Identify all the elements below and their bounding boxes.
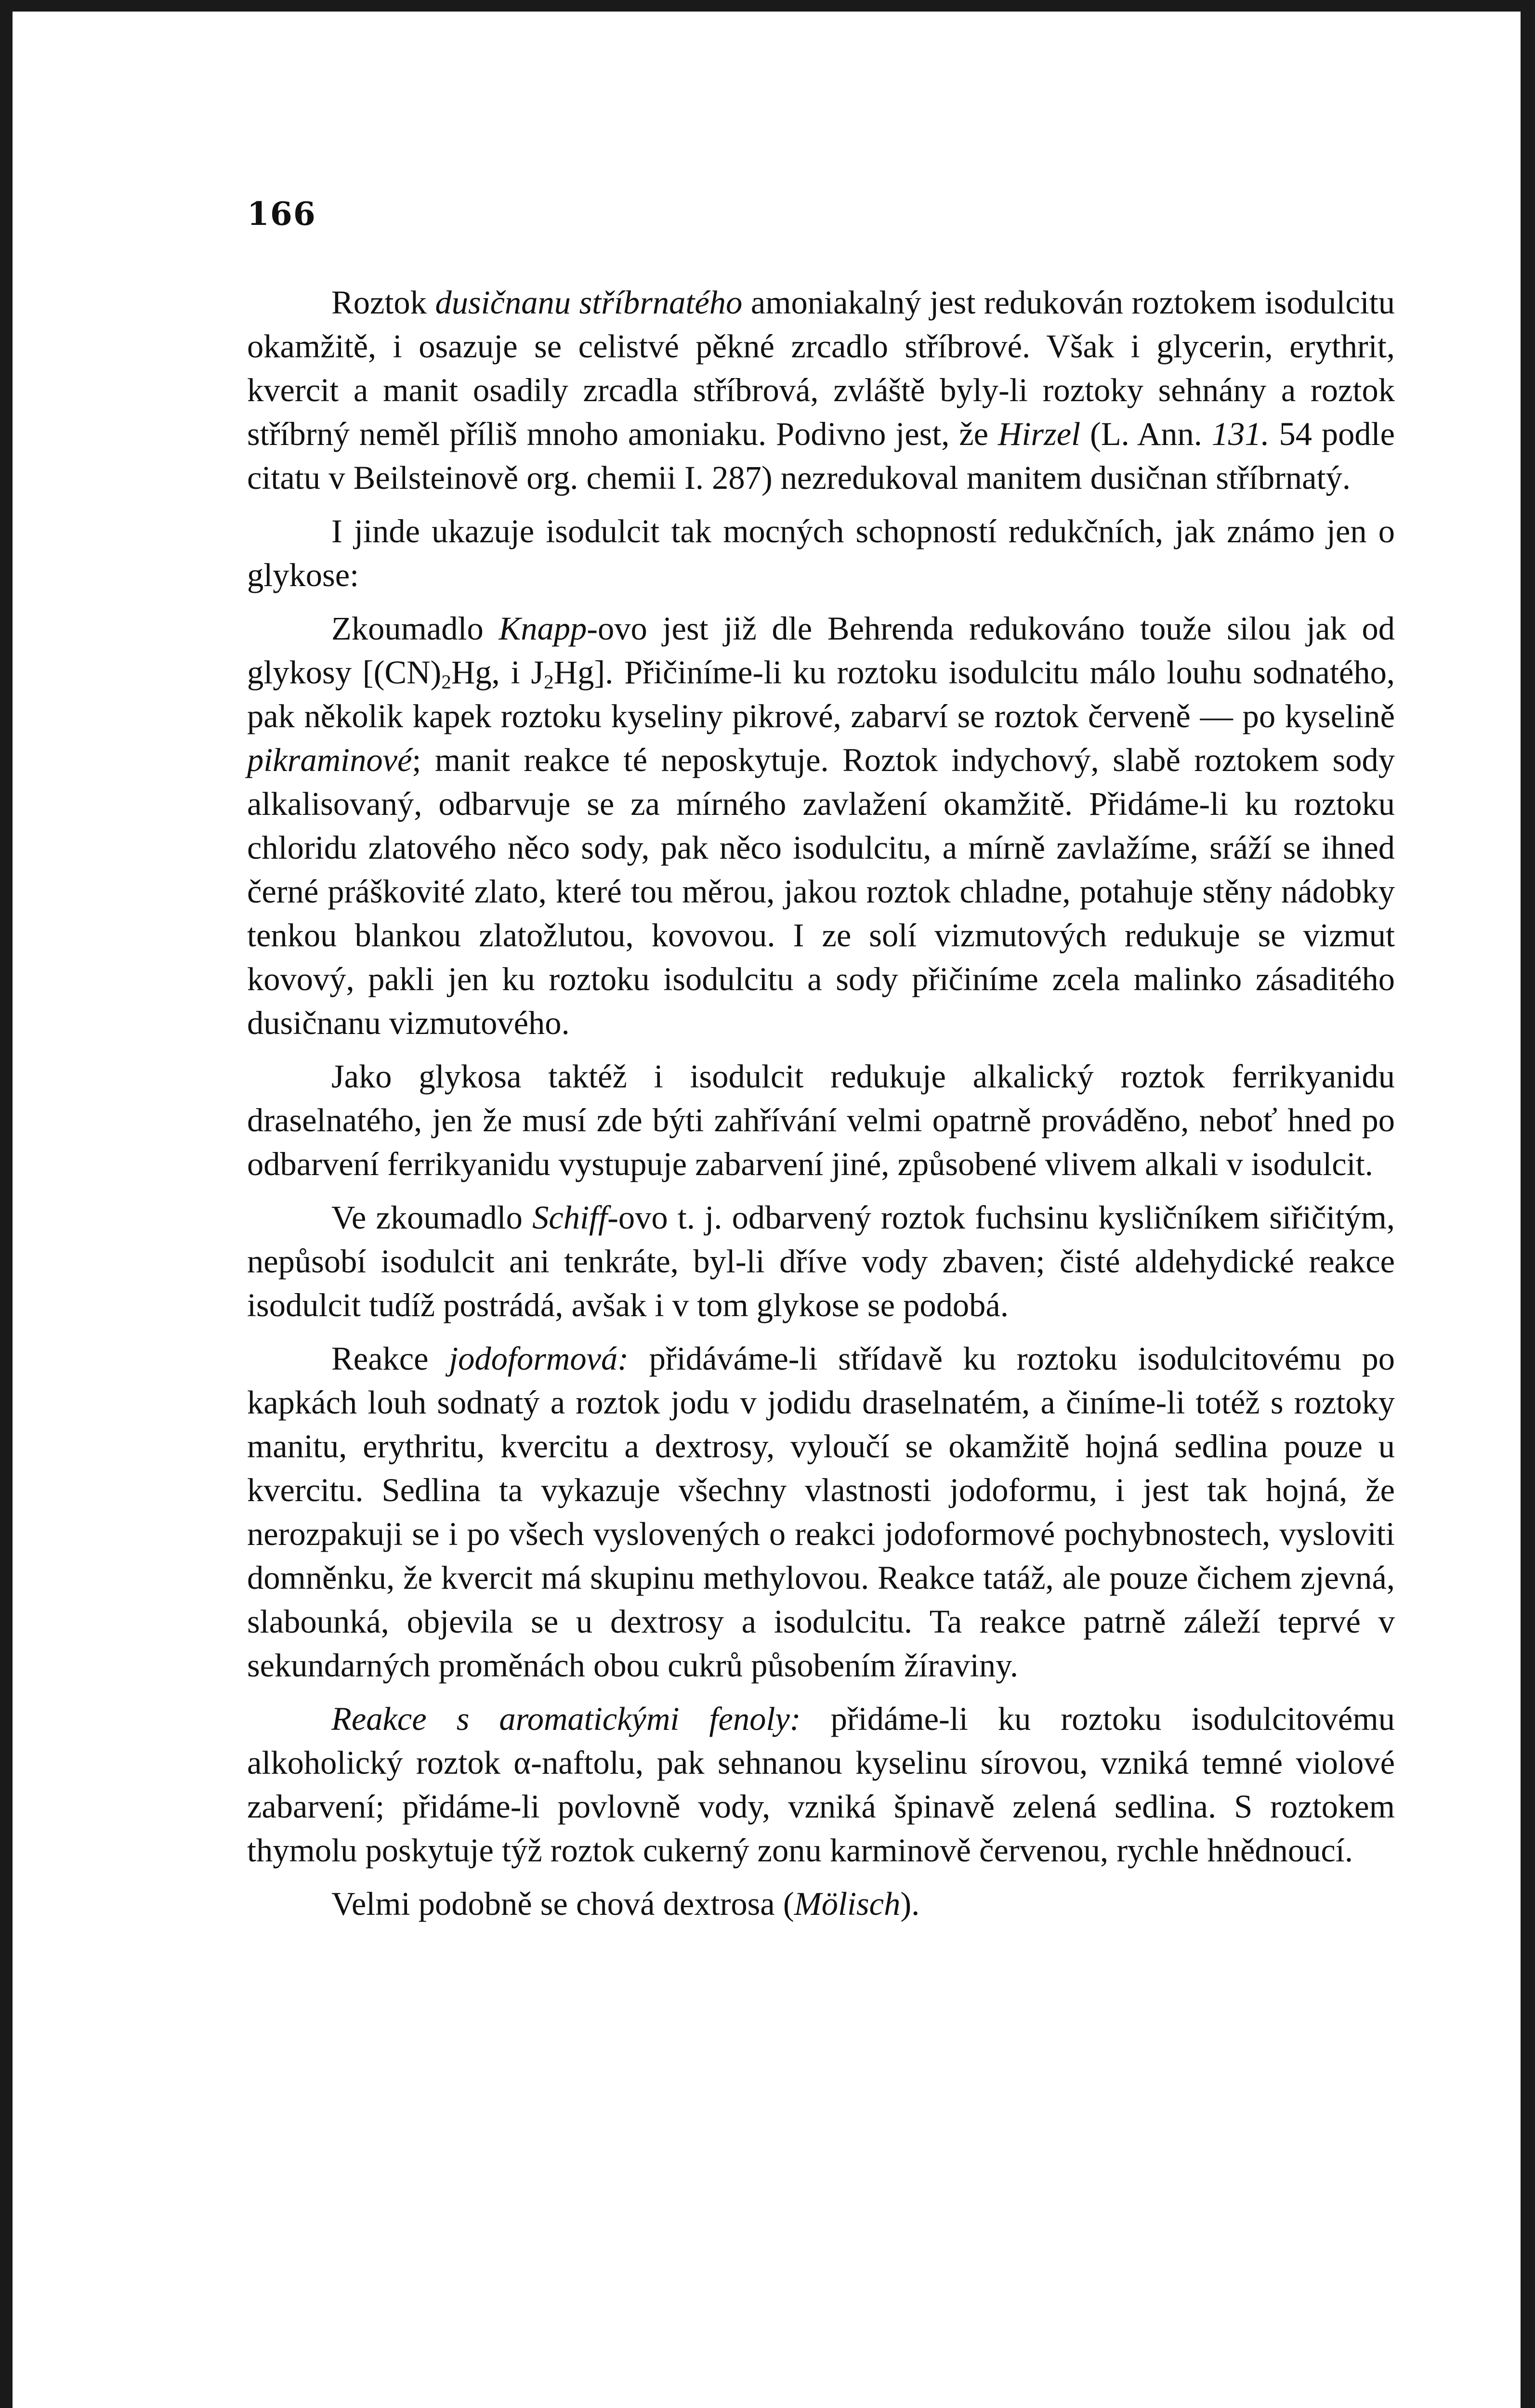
text-run: přidáváme-li střídavě ku roztoku isodulcitovému po kapkách louh sodnatý a roztok jodu v jodidu draselnatém, a činíme-li totéž s roztoky manitu, erythritu, kvercitu a dextrosy, vyloučí se okamžitě hojná sedlina pouze u kvercitu. Sedlina ta vykazuje všechny vlastnosti jodoformu, i jest tak hojná, že nerozpakuji se i po všech vyslovených o reakci jodoformové pochybnostech, vysloviti domněnku, že kvercit má skupinu methylovou. Reakce tatáž, ale pouze čichem zjevná, slabounká, objevila se u dextrosy a isodulcitu. Ta reakce patrně záleží teprvé v sekundarných proměnách obou cukrů působením žíraviny.	[247, 1340, 1395, 1684]
page-number: 166	[247, 195, 316, 233]
text-run: -ovo jest již dle Behrenda redukováno touže silou jak od glykosy [(CN)	[247, 610, 1395, 691]
text-run: -ovo t. j. odbarvený roztok fuchsinu kysličníkem siřičitým, nepůsobí isodulcit ani tenkráte, byl-li dříve vody zbaven; čisté aldehydické reakce isodulcit tudíž postrádá, avšak i v tom glykose se podobá.	[247, 1199, 1395, 1323]
text-run: Hg]. Přičiníme-li ku roztoku isodulcitu málo louhu sodnatého, pak několik kapek roztoku kyseliny pikrové, zabarví se roztok červeně — po kyselině	[247, 654, 1395, 734]
body-text	[247, 281, 1395, 1926]
italic-text: Mölisch	[794, 1885, 901, 1922]
text-run: přidáme-li ku roztoku isodulcitovému alkoholický roztok α-naftolu, pak sehnanou kyselinu sírovou, vzniká temné violové zabarvení; přidáme-li povlovně vody, vzniká špinavě zelená sedlina. S roztokem thymolu poskytuje týž roztok cukerný zonu karminově červenou, rychle hnědnoucí.	[247, 1701, 1395, 1869]
text-run: Jako glykosa taktéž i isodulcit redukuje alkalický roztok ferrikyanidu draselnatého, jen že musí zde býti zahřívání velmi opatrně prováděno, neboť hned po odbarvení ferrikyanidu vystupuje zabarvení jiné, způsobené vlivem alkali v isodulcit.	[247, 1058, 1395, 1182]
italic-text: jodoformová:	[449, 1340, 629, 1377]
paragraph	[247, 1882, 1395, 1926]
text-run: Zkoumadlo	[331, 610, 499, 647]
text-run: 54 podle citatu v Beilsteinově org. chemii I. 287) nezredukoval manitem dusičnan stříbrnatý.	[247, 416, 1395, 496]
subscript: 2	[544, 670, 554, 693]
text-run: ).	[900, 1885, 920, 1922]
italic-text: Hirzel	[997, 416, 1081, 452]
text-run: ; manit reakce té neposkytuje. Roztok indychový, slabě roztokem sody alkalisovaný, odbarvuje se za mírného zavlažení okamžitě. Přidáme-li ku roztoku chloridu zlatového něco sody, pak něco isodulcitu, a mírně zavlažíme, sráží se ihned černé práškovité zlato, které tou měrou, jakou roztok chladne, potahuje stěny nádobky tenkou blankou zlatožlutou, kovovou. I ze solí vizmutových redukuje se vizmut kovový, pakli jen ku roztoku isodulcitu a sody přičiníme zcela malinko zásaditého dusičnanu vizmutového.	[247, 742, 1395, 1041]
paragraph	[247, 281, 1395, 500]
paragraph	[247, 607, 1395, 1045]
text-run: (L. Ann.	[1080, 416, 1212, 452]
text-run: Ve zkoumadlo	[331, 1199, 533, 1236]
text-run: amoniakalný jest redukován roztokem isodulcitu okamžitě, i osazuje se celistvé pěkné zrcadlo stříbrové. Však i glycerin, erythrit, kvercit a manit osadily zrcadla stříbrová, zvláště byly-li roztoky sehnány a roztok stříbrný neměl příliš mnoho amoniaku. Podivno jest, že	[247, 284, 1395, 452]
text-run: Velmi podobně se chová dextrosa (	[331, 1885, 794, 1922]
paragraph	[247, 510, 1395, 597]
text-run: Reakce	[331, 1340, 449, 1377]
italic-text: pikraminové	[247, 742, 412, 778]
paragraph	[247, 1697, 1395, 1872]
text-run: I jinde ukazuje isodulcit tak mocných schopností redukčních, jak známo jen o glykose:	[247, 513, 1395, 593]
italic-text: Knapp	[499, 610, 587, 647]
text-run: Roztok	[331, 284, 435, 321]
paragraph	[247, 1196, 1395, 1327]
paragraph	[247, 1337, 1395, 1688]
subscript: 2	[441, 670, 451, 693]
italic-text: Schiff	[532, 1199, 608, 1236]
text-run: Hg, i J	[451, 654, 544, 691]
italic-text: Reakce s aromatickými fenoly:	[331, 1701, 801, 1737]
italic-text: dusičnanu stříbrnatého	[435, 284, 743, 321]
italic-text: 131.	[1211, 416, 1270, 452]
paragraph	[247, 1055, 1395, 1186]
